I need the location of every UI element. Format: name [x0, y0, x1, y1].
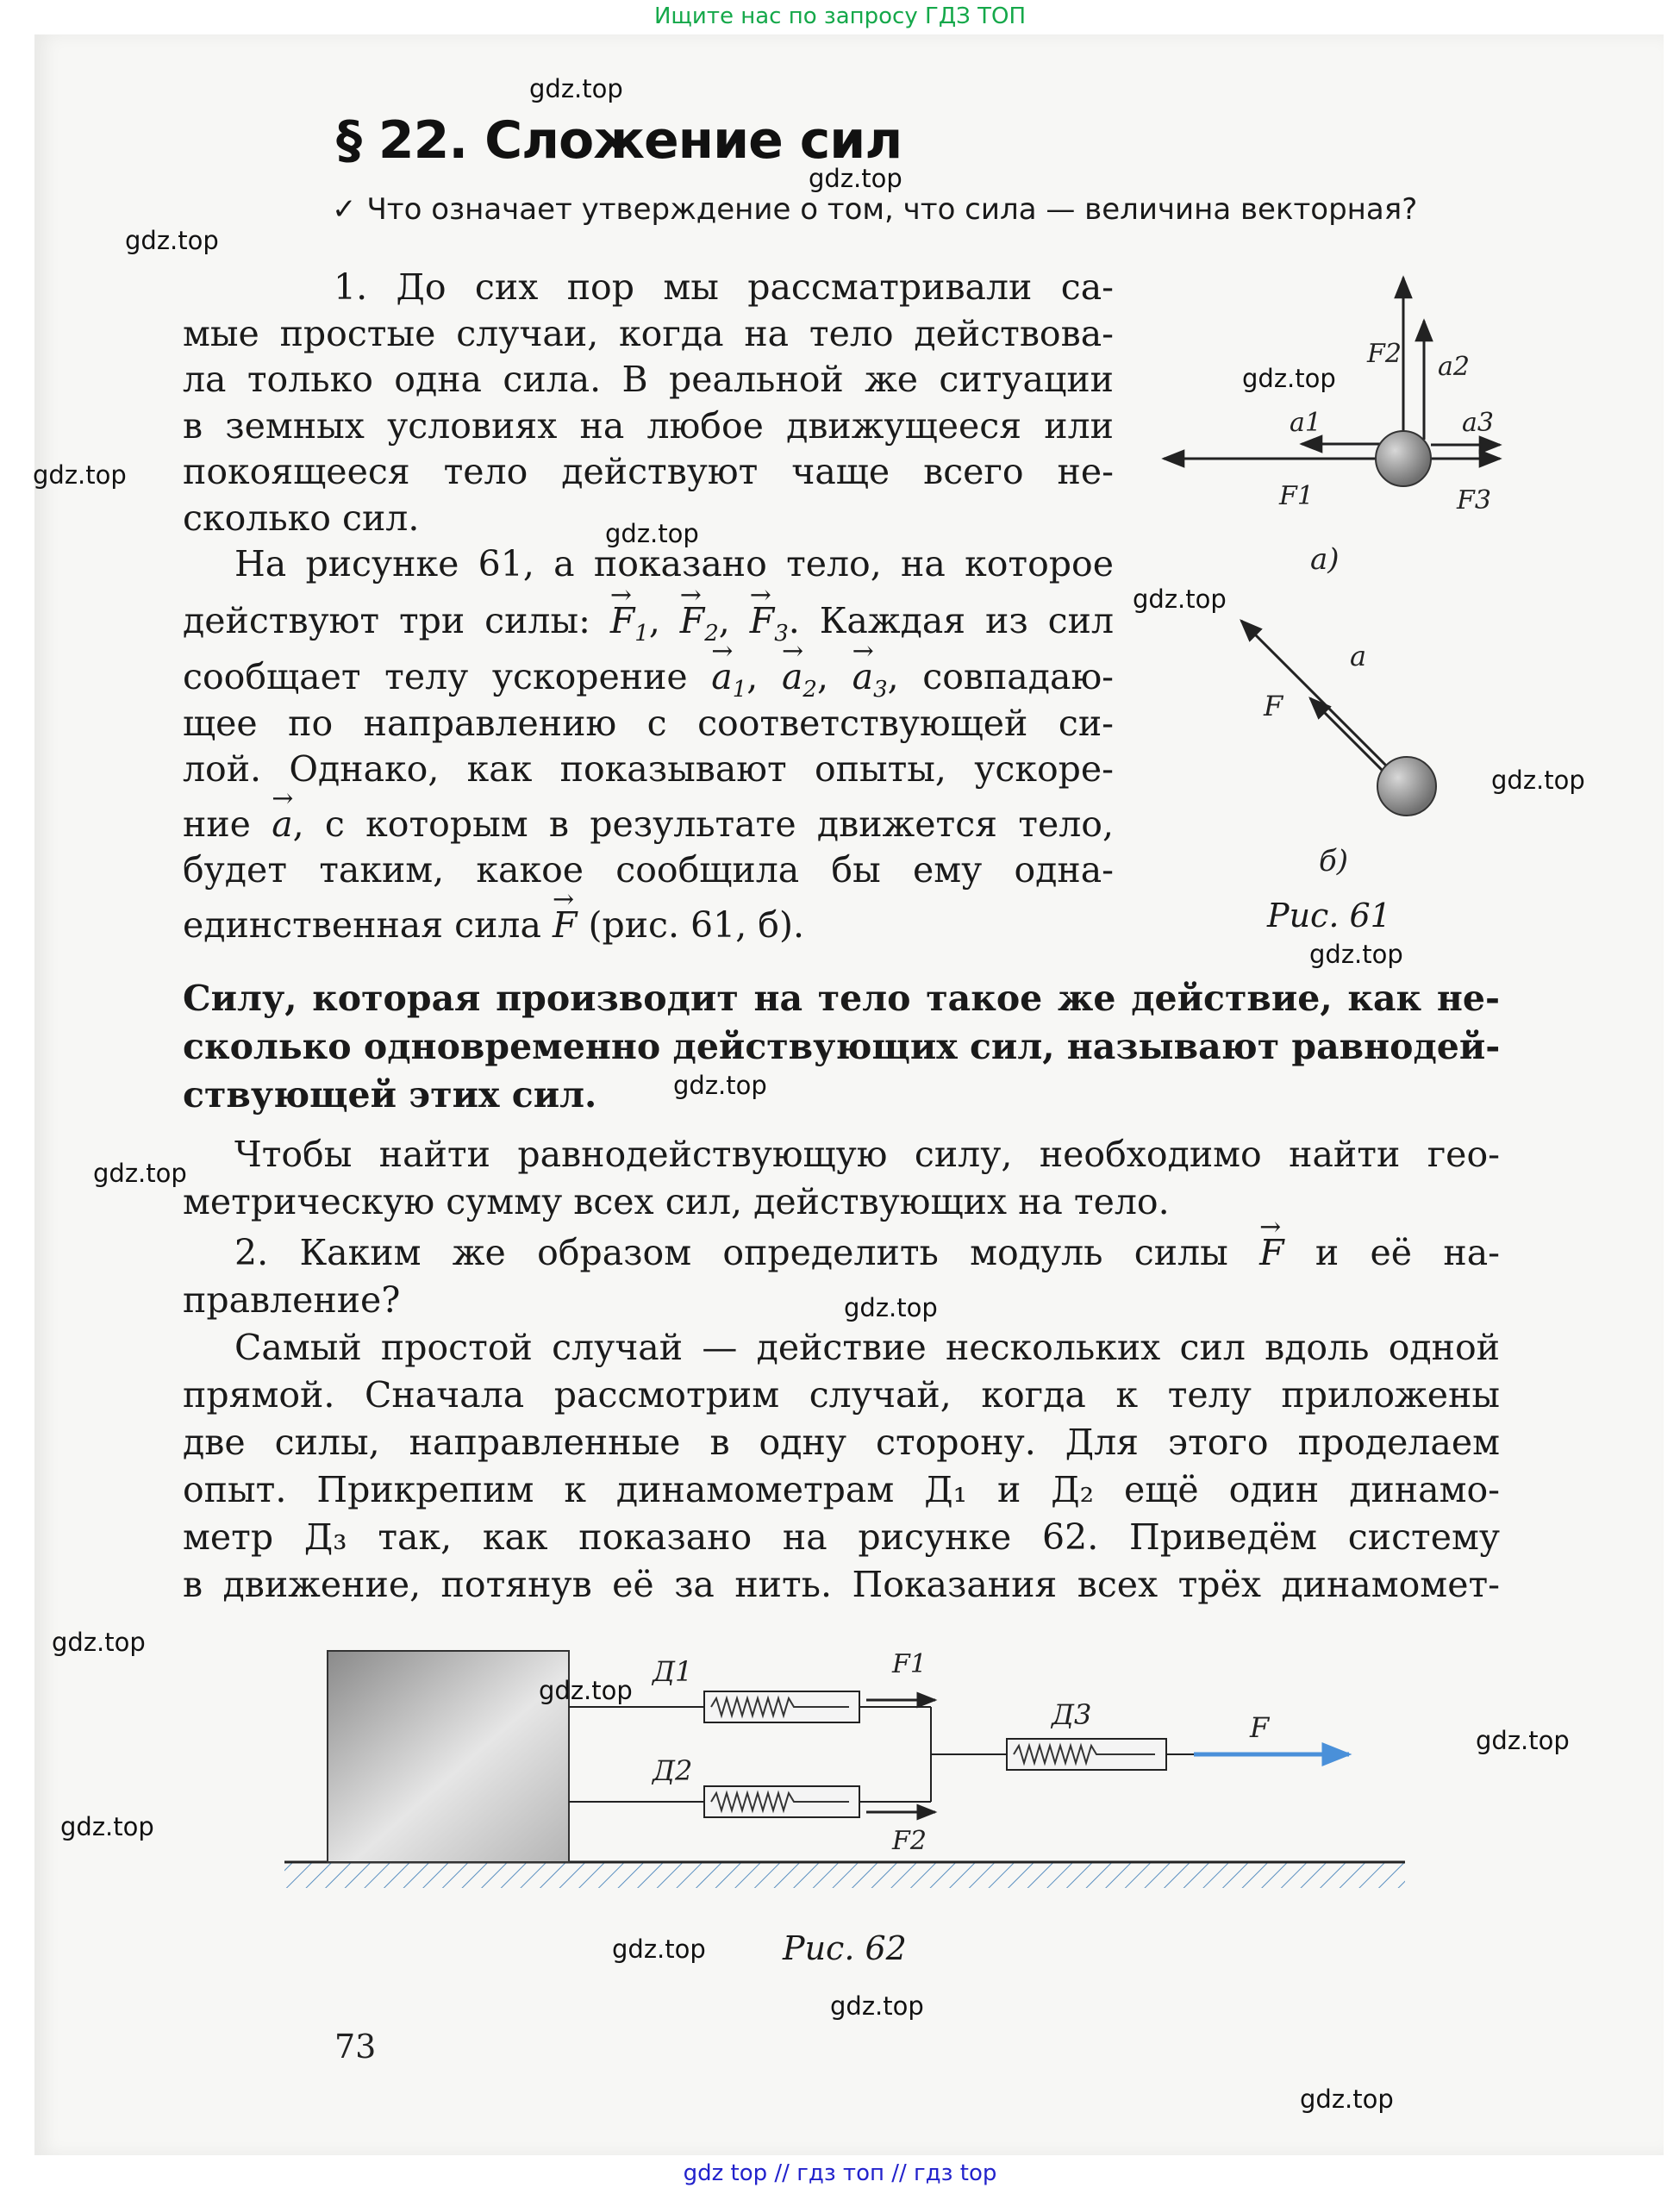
text-fragment: (рис. 61, б). — [577, 903, 804, 946]
label-D2: Д2 — [653, 1754, 693, 1787]
label-F1: F1 — [892, 1649, 927, 1679]
watermark: gdz.top — [1309, 940, 1403, 969]
text-line: метрическую сумму всех сил, действующих на тело. — [183, 1181, 1170, 1222]
watermark: gdz.top — [52, 1628, 146, 1657]
label-a2: a2 — [1438, 352, 1470, 382]
text-fragment: , с которым в результате движется тело, — [292, 803, 1114, 845]
text-line: две силы, направленные в одну сторону. Для этого проделаем — [183, 1422, 1500, 1463]
section-title: § 22. Сложение сил — [336, 110, 902, 171]
text-line: покоящееся тело действуют чаще всего не- — [183, 451, 1114, 492]
text-line: мые простые случаи, когда на тело действова- — [183, 312, 1114, 354]
text-line — [183, 654, 1114, 701]
text-line: будет таким, какое сообщила бы ему одна- — [183, 849, 1114, 891]
text-line: метр Д₃ так, как показано на рисунке 62. Приведём систему — [183, 1516, 1500, 1558]
label-F2: F2 — [892, 1826, 927, 1856]
vector-F3: → $F_3$ — [750, 598, 789, 658]
figure-61-label-a: а) — [1310, 542, 1340, 577]
label-F: F — [1264, 690, 1283, 722]
separator: , — [648, 599, 680, 641]
text-line: щее по направлению с соответствующей си- — [183, 702, 1114, 744]
text-fragment: действуют три силы: — [183, 599, 610, 641]
watermark: gdz.top — [612, 1935, 706, 1964]
watermark: gdz.top — [605, 519, 699, 548]
label-F3: F3 — [1457, 485, 1491, 516]
watermark: gdz.top — [1491, 766, 1585, 795]
vector-F: → F — [553, 903, 577, 949]
footer-banner[interactable]: gdz top // гдз топ // гдз top — [683, 2160, 997, 2186]
watermark: gdz.top — [60, 1812, 154, 1841]
separator: , — [816, 656, 852, 697]
text-fragment: сообщает телу ускорение — [183, 656, 712, 697]
text-line — [183, 1229, 1500, 1277]
separator: , — [746, 656, 782, 697]
text-line — [183, 903, 1114, 949]
label-F1: F1 — [1279, 481, 1314, 511]
text-fragment: и её на- — [1283, 1232, 1500, 1273]
text-line: опыт. Прикрепим к динамометрам Д₁ и Д₂ ещё один динамо- — [183, 1469, 1500, 1510]
text-line — [183, 802, 1114, 848]
label-a: a — [1350, 640, 1367, 672]
figure-62-caption: Рис. 62 — [783, 1929, 907, 1967]
text-line: в земных условиях на любое движущееся или — [183, 404, 1114, 447]
text-line: Чтобы найти равнодействующую силу, необходимо найти гео- — [234, 1134, 1500, 1175]
page-number: 73 — [334, 2028, 377, 2066]
definition — [183, 974, 1500, 1119]
definition-line: сколько одновременно действующих сил, называют равнодей- — [183, 1026, 1501, 1067]
block — [328, 1651, 569, 1862]
label-F: F — [1250, 1711, 1270, 1744]
watermark: gdz.top — [33, 460, 127, 490]
paragraph-main — [183, 1131, 1500, 1609]
text-line: прямой. Сначала рассмотрим случай, когда к телу приложены — [183, 1374, 1500, 1416]
accel-a-arrow — [1310, 698, 1392, 780]
label-D1: Д1 — [653, 1655, 693, 1688]
watermark: gdz.top — [93, 1159, 187, 1188]
ground-hatch — [284, 1862, 1405, 1888]
check-icon: ✓ — [332, 192, 357, 227]
vector-F2: → $F_2$ — [680, 598, 719, 658]
figure-61-caption: Рис. 61 — [1267, 897, 1391, 934]
watermark: gdz.top — [529, 74, 623, 103]
text-line — [183, 598, 1114, 645]
text-fragment: . Каждая из сил — [788, 599, 1114, 641]
text-fragment: единственная сила — [183, 903, 553, 946]
watermark: gdz.top — [844, 1293, 938, 1322]
text-fragment: ние — [183, 803, 272, 845]
label-a3: a3 — [1462, 408, 1494, 438]
vector-a3: → $a_3$ — [852, 654, 888, 714]
vector-a: → a — [272, 802, 292, 848]
paragraph-intro — [183, 265, 1114, 948]
question-text: Что означает утверждение о том, что сила — величина векторная? — [366, 192, 1418, 227]
text-fragment: 2. Каким же образом определить модуль силы — [234, 1232, 1260, 1273]
watermark: gdz.top — [125, 226, 219, 255]
label-a1: a1 — [1290, 408, 1321, 438]
vector-a1: → $a_1$ — [711, 654, 746, 714]
label-F2: F2 — [1367, 339, 1402, 369]
label-D3: Д3 — [1052, 1698, 1092, 1731]
watermark: gdz.top — [1242, 364, 1336, 393]
definition-line: ствующей этих сил. — [183, 1074, 597, 1116]
text-fragment: , совпадаю- — [887, 656, 1114, 697]
watermark: gdz.top — [809, 164, 902, 193]
section-question — [332, 192, 1417, 227]
text-line: Самый простой случай — действие нескольких сил вдоль одной — [234, 1327, 1500, 1368]
definition-line: Силу, которая производит на тело такое же действие, как не- — [183, 978, 1500, 1019]
watermark: gdz.top — [1476, 1726, 1570, 1755]
watermark: gdz.top — [830, 1991, 924, 2021]
text-line: сколько сил. — [183, 497, 420, 539]
text-line: правление? — [183, 1279, 401, 1321]
watermark: gdz.top — [673, 1071, 767, 1100]
body-ball-b — [1377, 757, 1436, 816]
vector-a2: → $a_2$ — [782, 654, 817, 714]
text-line: ла только одна сила. В реальной же ситуации — [183, 359, 1114, 400]
vector-F: → F — [1259, 1229, 1283, 1277]
text-line: лой. Однако, как показывают опыты, ускоре- — [183, 748, 1114, 790]
text-line: в движение, потянув её за нить. Показания всех трёх динамомет- — [183, 1564, 1500, 1605]
separator: , — [718, 599, 750, 641]
figure-61-label-b: б) — [1319, 844, 1349, 878]
text-line: 1. До сих пор мы рассматривали са- — [334, 266, 1114, 308]
top-banner[interactable]: Ищите нас по запросу ГДЗ ТОП — [653, 3, 1027, 29]
text-line: На рисунке 61, а показано тело, на которое — [234, 543, 1114, 584]
watermark: gdz.top — [539, 1676, 633, 1705]
figure-62 — [280, 1621, 1573, 1888]
watermark: gdz.top — [1300, 2085, 1394, 2114]
vector-F1: → $F_1$ — [610, 598, 649, 658]
body-ball — [1376, 431, 1431, 486]
watermark: gdz.top — [1133, 584, 1227, 614]
